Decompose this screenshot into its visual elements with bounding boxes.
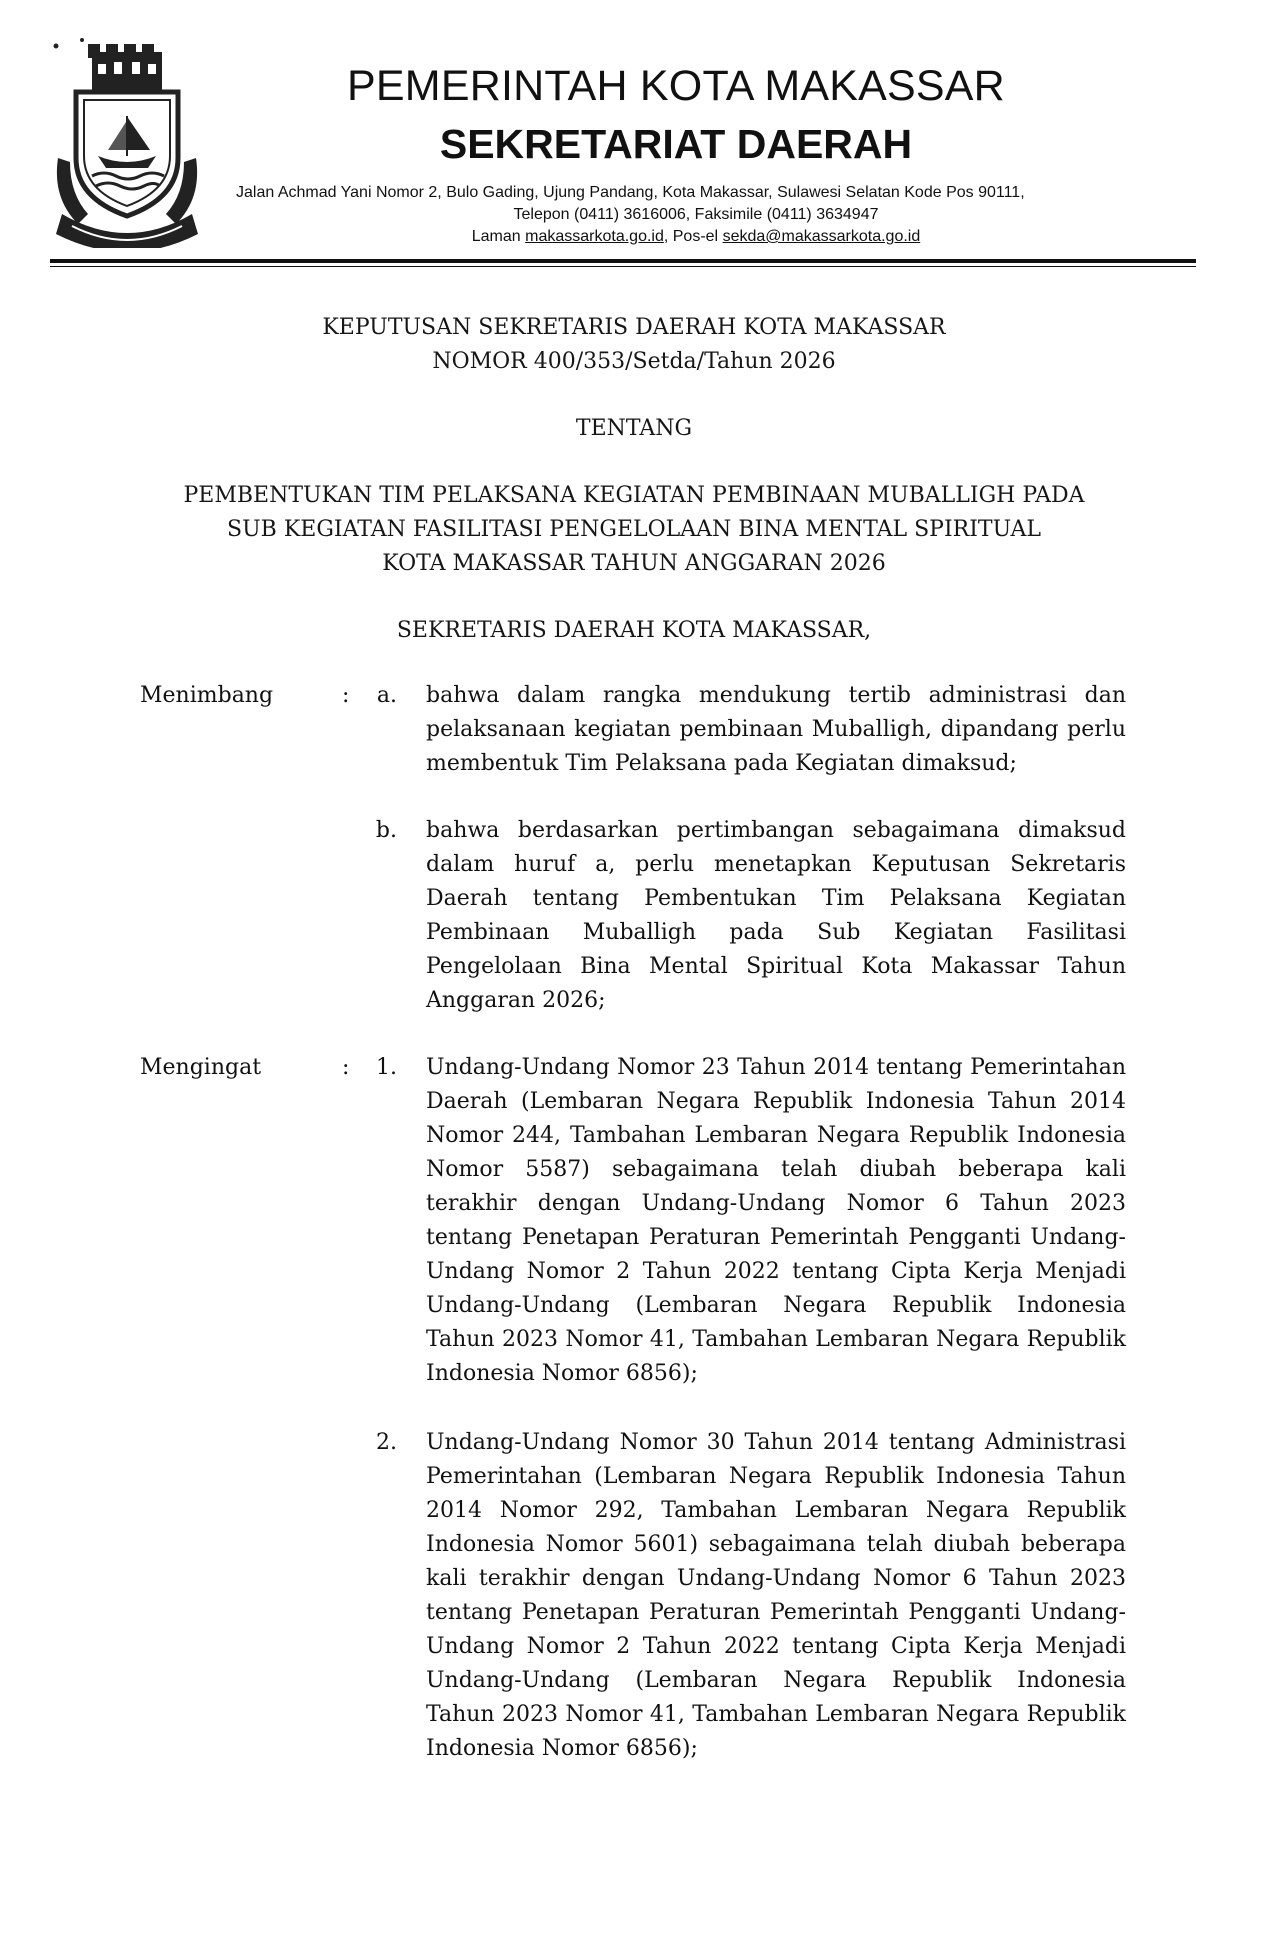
- letterhead: [236, 60, 1196, 248]
- letterhead-org: PEMERINTAH KOTA MAKASSAR: [347, 62, 1005, 110]
- menimbang-item-a: bahwa dalam rangka mendukung tertib administrasi dan pelaksanaan kegiatan pembinaan Muballigh, dipandang perlu membentuk Tim Pelaksana pada Kegiatan dimaksud;: [426, 683, 1126, 776]
- mengingat-marker-2: 2.: [376, 1430, 397, 1455]
- email-link[interactable]: sekda@makassarkota.go.id: [722, 228, 921, 245]
- web-label: Laman: [471, 228, 521, 245]
- menimbang-marker-a: a.: [376, 683, 397, 708]
- decree-title: KEPUTUSAN SEKRETARIS DAERAH KOTA MAKASSAR: [322, 315, 946, 340]
- menimbang-item-b: bahwa berdasarkan pertimbangan sebagaimana dimaksud dalam huruf a, perlu menetapkan Keputusan Sekretaris Daerah tentang Pembentukan Tim Pelaksana Kegiatan Pembinaan Muballigh pada Sub Kegiatan Fasilitasi Pengelolaan Bina Mental Spiritual Kota Makassar Tahun Anggaran 2026;: [426, 818, 1126, 1013]
- letterhead-address: Jalan Achmad Yani Nomor 2, Bulo Gading, Ujung Pandang, Kota Makassar, Sulawesi Selatan Kode Pos 90111,: [236, 184, 1025, 201]
- menimbang-label: Menimbang: [140, 683, 274, 708]
- letterhead-divider-thin: [50, 266, 1196, 267]
- menimbang-colon: :: [342, 683, 350, 708]
- decree-number: NOMOR 400/353/Setda/Tahun 2026: [432, 349, 836, 374]
- letterhead-unit: SEKRETARIAT DAERAH: [439, 121, 913, 167]
- mengingat-marker-1: 1.: [376, 1055, 397, 1080]
- mengingat-label: Mengingat: [140, 1055, 262, 1080]
- mengingat-colon: :: [342, 1055, 350, 1080]
- mengingat-item-2: Undang-Undang Nomor 30 Tahun 2014 tentang Administrasi Pemerintahan (Lembaran Negara Republik Indonesia Tahun 2014 Nomor 292, Tambahan Lembaran Negara Republik Indonesia Nomor 5601) sebagaimana telah diubah beberapa kali terakhir dengan Undang-Undang Nomor 6 Tahun 2023 tentang Penetapan Peraturan Pemerintah Pengganti Undang-Undang Nomor 2 Tahun 2022 tentang Cipta Kerja Menjadi Undang-Undang (Lembaran Negara Republik Indonesia Tahun 2023 Nomor 41, Tambahan Lembaran Negara Republik Indonesia Nomor 6856);: [426, 1430, 1126, 1761]
- decree-subject-line-3: KOTA MAKASSAR TAHUN ANGGARAN 2026: [382, 551, 886, 576]
- menimbang-marker-b: b.: [375, 818, 397, 843]
- decree-subject-line-2: SUB KEGIATAN FASILITASI PENGELOLAAN BINA MENTAL SPIRITUAL: [227, 517, 1041, 542]
- letterhead-phone: Telepon (0411) 3616006, Faksimile (0411) 3634947: [513, 206, 879, 223]
- letterhead-divider: [50, 259, 1196, 263]
- email-label: , Pos-el: [663, 228, 719, 245]
- mengingat-item-1: Undang-Undang Nomor 23 Tahun 2014 tentang Pemerintahan Daerah (Lembaran Negara Republik Indonesia Tahun 2014 Nomor 244, Tambahan Lembaran Negara Republik Indonesia Nomor 5587) sebagaimana telah diubah beberapa kali terakhir dengan Undang-Undang Nomor 6 Tahun 2023 tentang Penetapan Peraturan Pemerintah Pengganti Undang-Undang Nomor 2 Tahun 2022 tentang Cipta Kerja Menjadi Undang-Undang (Lembaran Negara Republik Indonesia Tahun 2023 Nomor 41, Tambahan Lembaran Negara Republik Indonesia Nomor 6856);: [426, 1055, 1126, 1386]
- letterhead-contacts: [196, 226, 1196, 248]
- decree-official: SEKRETARIS DAERAH KOTA MAKASSAR,: [396, 618, 872, 643]
- decree-about: TENTANG: [575, 416, 693, 441]
- website-link[interactable]: makassarkota.go.id: [525, 228, 664, 245]
- decree-subject-line-1: PEMBENTUKAN TIM PELAKSANA KEGIATAN PEMBINAAN MUBALLIGH PADA: [183, 483, 1085, 508]
